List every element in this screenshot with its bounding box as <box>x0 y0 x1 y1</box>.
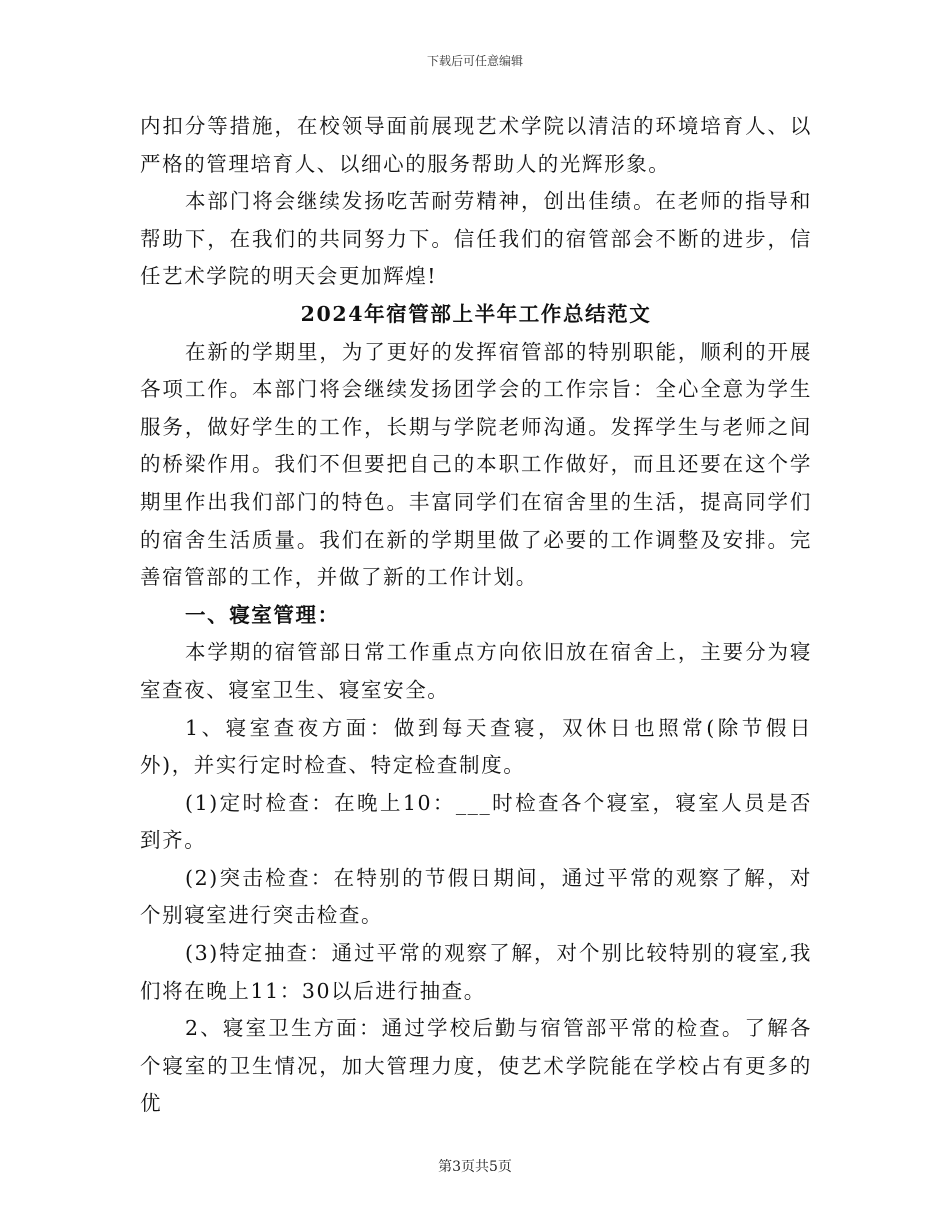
paragraph-night-check: 1、寝室查夜方面：做到每天查寝，双休日也照常(除节假日外)，并实行定时检查、特定检查制度。 <box>140 715 812 778</box>
paragraph-continuation: 内扣分等措施，在校领导面前展现艺术学院以清洁的环境培育人、以严格的管理培育人、以细心的服务帮助人的光辉形象。 <box>140 114 812 176</box>
section-heading-dorm-management: 一、寝室管理： <box>185 602 340 627</box>
paragraph-scheduled-check: (1)定时检查：在晚上10：___时检查各个寝室，寝室人员是否到齐。 <box>140 790 812 853</box>
paragraph-closing: 本部门将会继续发扬吃苦耐劳精神，创出佳绩。在老师的指导和帮助下，在我们的共同努力下。信任我们的宿管部会不断的进步，信任艺术学院的明天会更加辉煌! <box>140 189 812 289</box>
page-number: 第3页共5页 <box>438 1159 512 1175</box>
paragraph-intro: 在新的学期里，为了更好的发挥宿管部的特别职能，顺利的开展各项工作。本部门将会继续发扬团学会的工作宗旨：全心全意为学生服务，做好学生的工作，长期与学院老师沟通。发挥学生与老师之间的桥梁作用。我们不但要把自己的本职工作做好，而且还要在这个学期里作出我们部门的特色。丰富同学们在宿舍里的生活，提高同学们的宿舍生活质量。我们在新的学期里做了必要的工作调整及安排。完善宿管部的工作，并做了新的工作计划。 <box>140 339 812 590</box>
paragraph-surprise-check: (2)突击检查：在特别的节假日期间，通过平常的观察了解，对个别寝室进行突击检查。 <box>140 865 812 928</box>
paragraph-dorm-overview: 本学期的宿管部日常工作重点方向依旧放在宿舍上，主要分为寝室查夜、寝室卫生、寝室安全。 <box>140 640 812 702</box>
document-title: 2024年宿管部上半年工作总结范文 <box>300 301 652 326</box>
paragraph-hygiene: 2、寝室卫生方面：通过学校后勤与宿管部平常的检查。了解各个寝室的卫生情况，加大管理力度，使艺术学院能在学校占有更多的优 <box>140 1016 812 1116</box>
document-body <box>140 108 812 1123</box>
paragraph-spot-check: (3)特定抽查：通过平常的观察了解，对个别比较特别的寝室,我们将在晚上11：30以后进行抽查。 <box>140 941 812 1003</box>
page-header: 下载后可任意编辑 <box>426 54 523 68</box>
